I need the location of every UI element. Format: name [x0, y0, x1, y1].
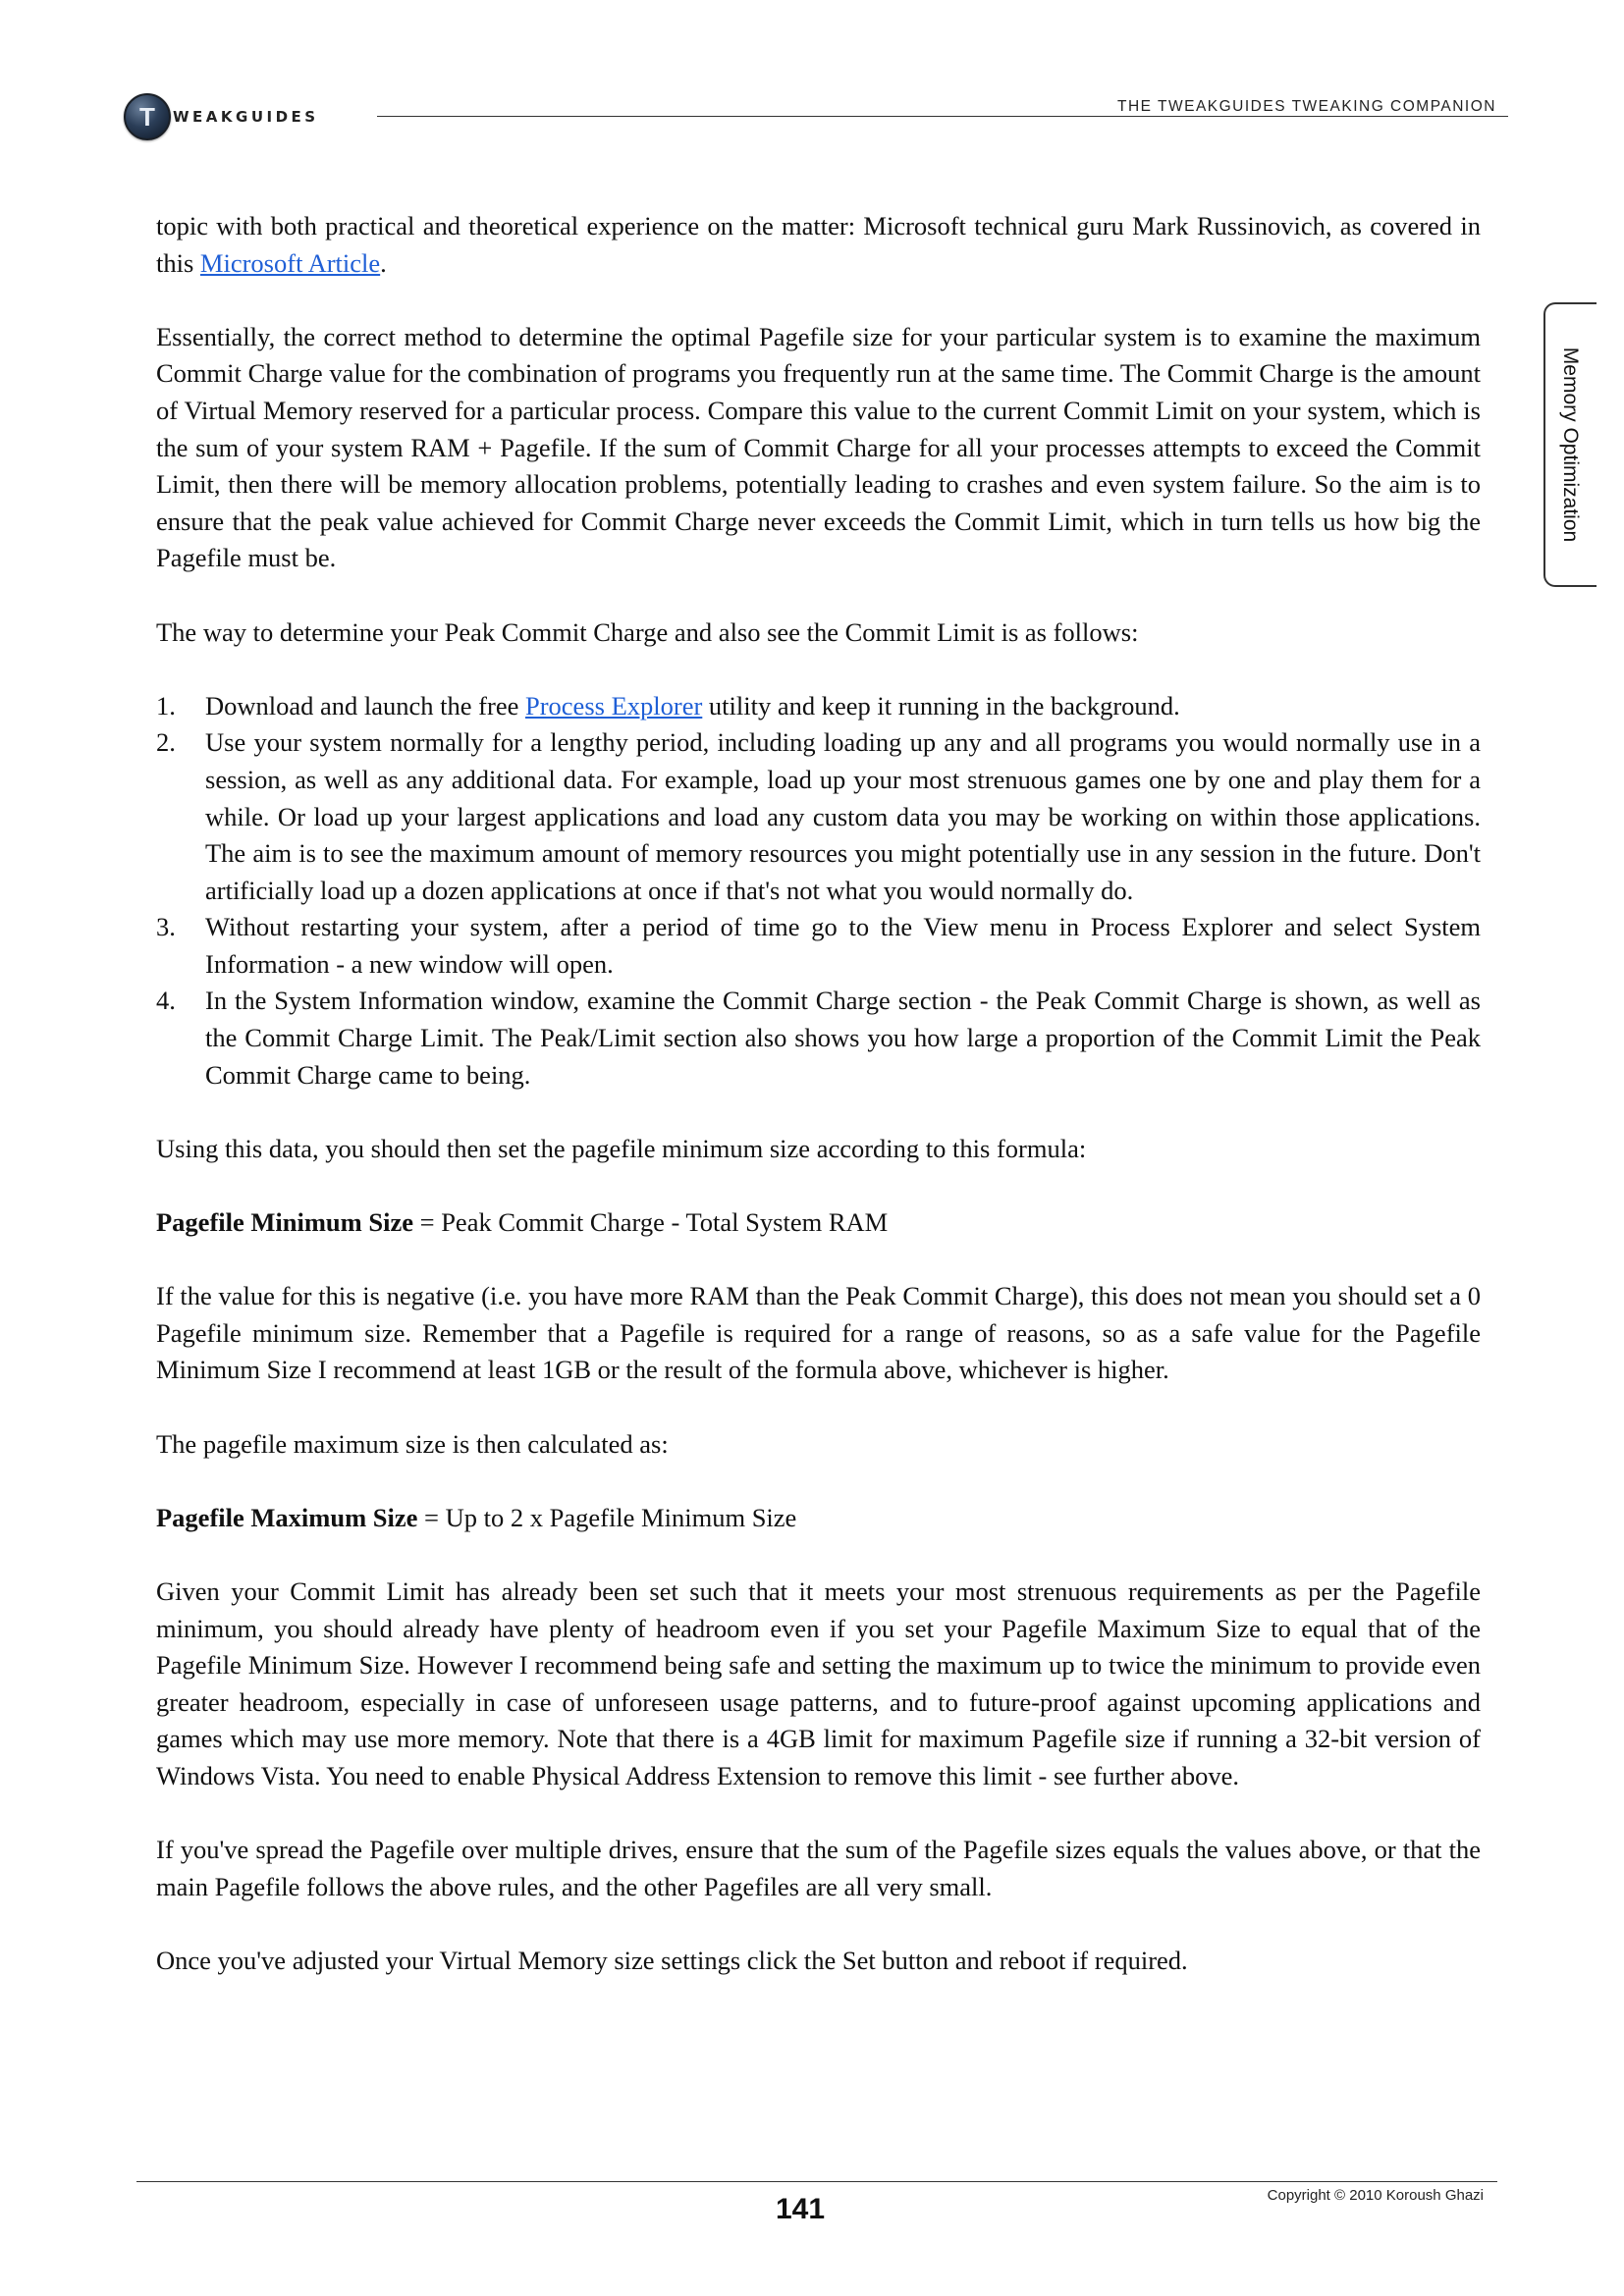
- process-explorer-link[interactable]: Process Explorer: [524, 690, 703, 721]
- section-side-tab-label: Memory Optimization: [1559, 347, 1582, 543]
- list-number: 2.: [156, 727, 176, 758]
- list-item-text: Download and launch the free: [205, 690, 525, 721]
- list-item: [156, 983, 1481, 1094]
- paragraph: Using this data, you should then set the pagefile minimum size according to this formula:: [156, 1133, 1087, 1163]
- paragraph: Essentially, the correct method to determine the optimal Pagefile size for your particular system is to examine the maximum Commit Charge value for the combination of programs you frequently run at the same time. The Commit Charge is the amount of Virtual Memory reserved for a particular process. Compare this value to the current Commit Limit on your system, which is the sum of your system RAM + Pagefile. If the sum of Commit Charge for all your processes attempts to exceed the Commit Limit, then there will be memory allocation problems, potentially leading to crashes and even system failure. So the aim is to ensure that the peak value achieved for Commit Charge never exceeds the Commit Limit, which in turn tells us how big the Pagefile must be.: [156, 321, 1481, 573]
- list-item: [156, 688, 1481, 725]
- header-rule: [377, 116, 1508, 117]
- logo-wordmark: WEAKGUIDES: [173, 108, 319, 126]
- formula-label: Pagefile Minimum Size: [156, 1207, 413, 1238]
- page-header: [0, 0, 1624, 157]
- logo-disc-icon: T: [124, 93, 171, 140]
- paragraph: Given your Commit Limit has already been set such that it meets your most strenuous requirements as per the Pagefile minimum, you should already have plenty of headroom even if you set your Pagefile Maximum Size to equal that of the Pagefile Minimum Size. However I recommend being safe and setting the maximum up to twice the minimum to provide even greater headroom, especially in case of unforeseen usage patterns, and to future-proof against upcoming applications and games which may use more memory. Note that there is a 4GB limit for maximum Pagefile size if running a 32-bit version of Windows Vista. You need to enable Physical Address Extension to remove this limit - see further above.: [156, 1575, 1481, 1790]
- list-item-text: Use your system normally for a lengthy period, including loading up any and all programs you would normally use in a session, as well as any additional data. For example, load up your most strenuous games one by one and play them for a while. Or load up your largest applications and load any custom data you may be working on within those applications. The aim is to see the maximum amount of memory resources you might potentially use in any session in the future. Don't artificially load up a dozen applications at once if that's not what you would normally do.: [205, 727, 1481, 905]
- list-number: 3.: [156, 912, 176, 942]
- paragraph: If you've spread the Pagefile over multiple drives, ensure that the sum of the Pagefile sizes equals the values above, or that the main Pagefile follows the above rules, and the other Pagefiles are all very small.: [156, 1835, 1481, 1901]
- page-body: [156, 208, 1481, 2016]
- formula-minimum: [156, 1204, 1481, 1242]
- running-title: THE TWEAKGUIDES TWEAKING COMPANION: [1116, 98, 1496, 115]
- page-number: 141: [776, 2193, 826, 2225]
- paragraph-text: topic with both practical and theoretical experience on the matter: Microsoft technical guru Mark Russinovich, as covered in this: [156, 211, 1481, 278]
- list-item-text: utility and keep it running in the background.: [702, 690, 1180, 721]
- list-item-text: In the System Information window, examine the Commit Charge section - the Peak Commit Charge is shown, as well as the Commit Charge Limit. The Peak/Limit section also shows you how large a proportion of the Commit Limit the Peak Commit Charge came to being.: [205, 986, 1481, 1090]
- paragraph: The pagefile maximum size is then calculated as:: [156, 1428, 669, 1459]
- paragraph: [156, 208, 1481, 282]
- formula-label: Pagefile Maximum Size: [156, 1502, 418, 1532]
- paragraph-text: .: [380, 247, 387, 278]
- paragraph: Once you've adjusted your Virtual Memory size settings click the Set button and reboot if required.: [156, 1945, 1188, 1975]
- formula-maximum: [156, 1500, 1481, 1537]
- formula-text: = Up to 2 x Pagefile Minimum Size: [417, 1502, 797, 1532]
- list-number: 4.: [156, 986, 176, 1016]
- tweakguides-logo: [124, 93, 319, 140]
- microsoft-article-link[interactable]: Microsoft Article: [199, 247, 381, 278]
- paragraph: If the value for this is negative (i.e. you have more RAM than the Peak Commit Charge), this does not mean you should set a 0 Pagefile minimum size. Remember that a Pagefile is required for a range of reasons, so as a safe value for the Pagefile Minimum Size I recommend at least 1GB or the result of the formula above, whichever is higher.: [156, 1281, 1481, 1385]
- formula-text: = Peak Commit Charge - Total System RAM: [413, 1207, 889, 1238]
- list-number: 1.: [156, 690, 176, 721]
- copyright-notice: Copyright © 2010 Koroush Ghazi: [1267, 2187, 1484, 2204]
- paragraph: The way to determine your Peak Commit Charge and also see the Commit Limit is as follows:: [156, 616, 1139, 647]
- list-item: [156, 724, 1481, 909]
- list-item: [156, 909, 1481, 983]
- footer-rule: [136, 2181, 1497, 2182]
- list-item-text: Without restarting your system, after a period of time go to the View menu in Process Explorer and select System Information - a new window will open.: [205, 912, 1481, 979]
- steps-list: [156, 688, 1481, 1095]
